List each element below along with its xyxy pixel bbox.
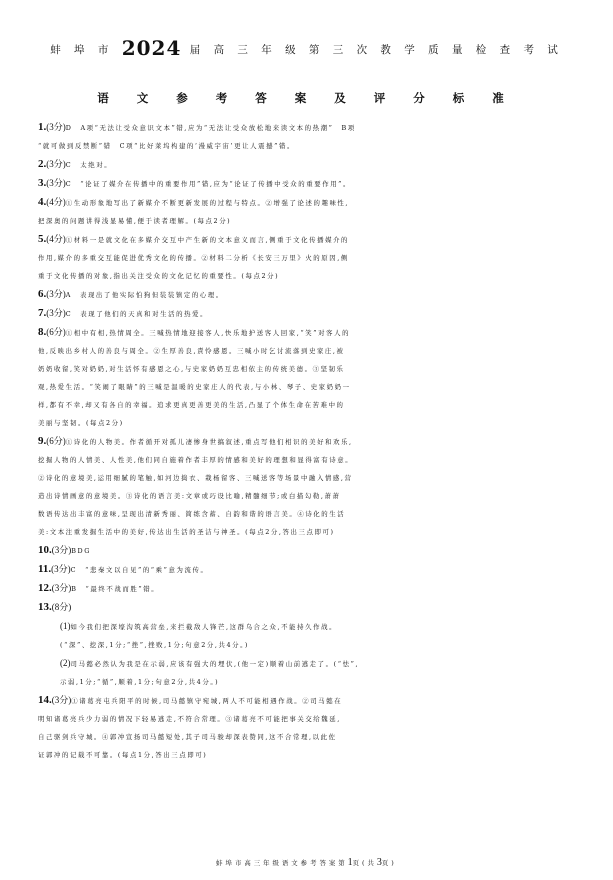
question-score: (3分)	[46, 308, 66, 318]
answer-text: 把深奥的问题讲得浅显易懂,便于读者理解。(每点2分)	[38, 217, 232, 225]
answer-text: ①诸葛亮屯兵阳平的时候,司马懿镇守宛城,两人不可能相遇作战。②司马懿在	[71, 697, 343, 705]
answer-text: A 表现出了他实际怕狗但装装镇定的心理。	[65, 291, 224, 299]
answer-text: 证郭冲的记载不可靠。(每点1分,答出三点即可)	[38, 751, 208, 759]
question-score: (8分)	[51, 602, 72, 612]
question-number: 10.	[38, 544, 52, 556]
question-number: 6.	[38, 288, 47, 300]
sub-text: (“深”、挖深,1分;“挫”,挫败,1分;句意2分,共4分。)	[60, 641, 250, 649]
answer-first-line	[38, 193, 590, 212]
answer-text: 作用,媒介的多重交互能促进优秀文化的传播。②材料二分析《长安三万里》火的原因,侧	[38, 254, 349, 262]
answer-text: 奶奶收留,笑对奶奶,对生活怀有感恩之心,与史家奶奶互忠相依主的传统美德。③坚韧乐	[38, 365, 345, 373]
answer-text: C “论证了媒介在传播中的重要作用”错,应为“论证了传播中受众的重要作用”。	[65, 180, 352, 188]
question-score: (3分)	[51, 583, 72, 593]
answer-text: ①诗化的人物美。作者循开对孤儿凄惨身世搞叙述,重点写他们相识的美好和欢乐,	[65, 438, 353, 446]
answer-text: ①生动形象地写出了新媒介不断更新发展的过程与特点。②增强了论述的趣味性,	[65, 199, 350, 207]
header-city: 蚌 埠 市	[50, 44, 114, 56]
footer-end: 页)	[381, 859, 397, 867]
answer-item	[38, 323, 590, 432]
question-score: (4分)	[46, 197, 66, 207]
answer-text: BDG	[71, 547, 91, 555]
answer-first-line	[38, 304, 590, 323]
exam-header	[0, 36, 613, 60]
question-number: 2.	[38, 158, 47, 170]
page-footer	[0, 857, 613, 868]
sub-label: (1)	[60, 621, 71, 631]
answer-text: 明知诸葛亮兵少力弱的情况下轻易逃走,不符合常理。③诸葛亮不可能把事关交给魏延,	[38, 715, 341, 723]
answer-text: C 表现了他们的天真和对生活的热爱。	[65, 310, 209, 318]
answer-body	[38, 118, 590, 764]
answer-item	[38, 560, 590, 579]
answer-text: C “悲秦文以自见”的“乘”意为流传。	[70, 566, 209, 574]
sub-answer	[38, 617, 590, 654]
answer-text: 观,热爱生活。“笑闹了眼睛”的三喊是温暖的史家庄人的代表,与小林、琴子、史家奶奶一	[38, 383, 351, 391]
answer-text: ②诗化的意境美,运用细腻的笔触,如河边捣衣、栽杨留客、三喊送客等场景中融入情感,营	[38, 474, 353, 482]
answer-first-line	[38, 155, 590, 174]
answer-text: ①相中有相,热情周全。三喊热情地迎接客人,快乐地护送客人回家,“笑”对客人的	[65, 329, 351, 337]
answer-first-line	[38, 432, 590, 451]
question-number: 9.	[38, 435, 47, 447]
question-number: 13.	[38, 601, 52, 613]
question-score: (3分)	[46, 122, 66, 132]
sub-text: 如今我们把深壕沟筑高营垒,来拦截敌人锋芒,这群乌合之众,不能持久作战。	[70, 623, 338, 631]
answer-item	[38, 691, 590, 764]
answer-text: 自己驱剑兵守城。④郭冲宣扬司马懿短处,其子司马骏却深表赞同,这不合常理,以此佐	[38, 733, 337, 741]
answer-first-line	[38, 691, 590, 710]
header-year: 2024	[121, 36, 182, 60]
question-score: (4分)	[46, 234, 66, 244]
sub-text: 示弱,1分;“循”,顺着,1分;句意2分,共4分。)	[60, 678, 220, 686]
answer-text: ①材料一是就文化在多媒介交互中产生新的文本意义而言,侧重于文化传播媒介的	[65, 236, 350, 244]
answer-text: C 太绝对。	[65, 161, 113, 169]
question-score: (3分)	[51, 545, 72, 555]
answer-first-line	[38, 579, 590, 598]
question-score: (3分)	[46, 289, 66, 299]
answer-text: “就可做到反禁断”错 C项“比好莱坞构建的‘漫威宇宙’更让人震撼”错。	[38, 142, 295, 150]
answer-text: 美丽与坚韧。(每点2分)	[38, 419, 124, 427]
answer-item	[38, 432, 590, 541]
question-number: 5.	[38, 233, 47, 245]
answer-item	[38, 174, 590, 193]
answer-text: 美:文本注重发掘生活中的美好,传达出生活的圣洁与神圣。(每点2分,答出三点即可)	[38, 528, 335, 536]
answer-text: 他,反映出乡村人的善良与周全。②生厚善良,責怜感恩。三喊小时乞讨流落到史家庄,被	[38, 347, 345, 355]
answer-text: 数语传达出丰富的意味,呈现出清新秀丽、简练含蓄、自韵和谐的语言美。④诗化的生活	[38, 510, 346, 518]
question-score: (6分)	[46, 436, 66, 446]
answer-item	[38, 118, 590, 155]
answer-first-line	[38, 230, 590, 249]
question-number: 11.	[38, 563, 52, 575]
answer-first-line	[38, 174, 590, 193]
answer-text: 挖掘人物的人情美、人性美,他们同自施着作者丰厚的情感和美好的理想和显得富有诗意。	[38, 456, 354, 464]
question-score: (3分)	[46, 178, 66, 188]
answer-item	[38, 304, 590, 323]
answer-item	[38, 155, 590, 174]
answer-first-line	[38, 541, 590, 560]
answer-item	[38, 579, 590, 598]
question-score: (3分)	[51, 695, 72, 705]
question-number: 8.	[38, 326, 47, 338]
question-score: (3分)	[51, 564, 71, 574]
question-number: 3.	[38, 177, 47, 189]
answer-item	[38, 598, 590, 691]
question-number: 1.	[38, 121, 47, 133]
question-number: 4.	[38, 196, 47, 208]
footer-page: 1	[347, 857, 353, 868]
answer-item	[38, 541, 590, 560]
answer-first-line	[38, 285, 590, 304]
sub-label: (2)	[60, 658, 71, 668]
sub-first-line	[60, 617, 590, 636]
page-title: 语 文 参 考 答 案 及 评 分 标 准	[97, 91, 516, 105]
footer-mid: 页(共	[352, 859, 377, 867]
question-score: (3分)	[46, 159, 66, 169]
answer-text: 造出诗情画意的意境美。③诗化的语言美:文章或巧设比喻,精髓细节;或白描勾勒,萧萧	[38, 492, 341, 500]
answer-text: 重于文化传播的对象,指出关注受众的文化记忆的重要性。(每点2分)	[38, 272, 280, 280]
question-number: 7.	[38, 307, 47, 319]
sub-answer	[38, 654, 590, 691]
question-number: 12.	[38, 582, 52, 594]
question-number: 14.	[38, 694, 52, 706]
question-score: (6分)	[46, 327, 66, 337]
answer-first-line	[38, 323, 590, 342]
answer-text: B “最终不战而胜”错。	[71, 585, 160, 593]
header-suffix: 届 高 三 年 级 第 三 次 教 学 质 量 检 查 考 试	[189, 44, 563, 56]
footer-total: 3	[376, 857, 382, 868]
answer-first-line	[38, 560, 590, 579]
answer-first-line	[38, 118, 590, 137]
answer-item	[38, 230, 590, 285]
sub-text: 司马懿必然认为我是在示弱,应该有强大的埋伏,(他一定)顺着山前逃走了。(“怯”,	[70, 660, 360, 668]
answer-item	[38, 193, 590, 230]
answer-text: 样,都有不幸,却又有各自的幸福。追求更真更善更美的生活,凸显了个体生命在苦难中的	[38, 401, 345, 409]
sub-first-line	[60, 654, 590, 673]
answer-text: D A项“无法让受众意识文本”错,应为“无法让受众放松地来读文本的热潮” B项	[65, 124, 356, 132]
answer-item	[38, 285, 590, 304]
footer-text: 蚌埠市高三年级语文参考答案第	[216, 859, 348, 867]
answer-first-line	[38, 598, 590, 617]
